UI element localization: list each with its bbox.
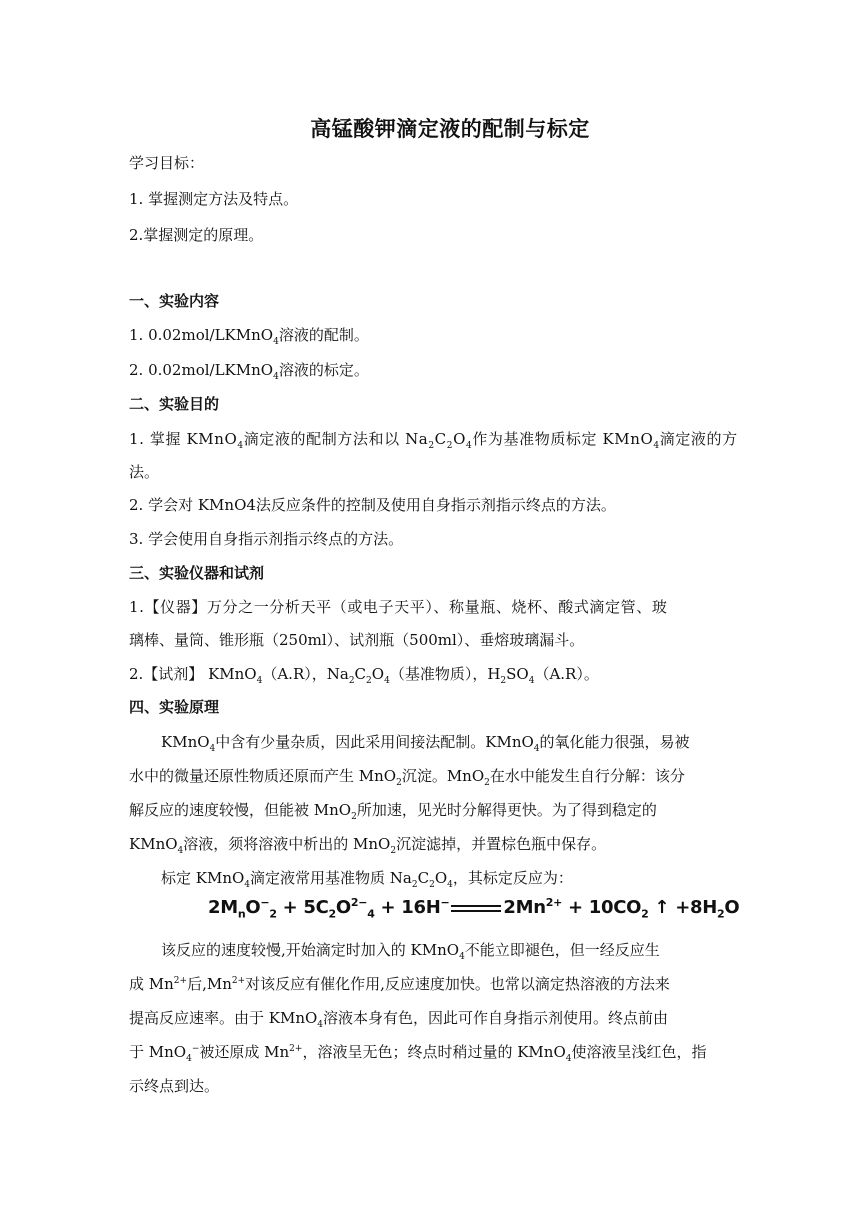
- reagents-line: 2.【试剂】 KMnO$_4$（A.R），$Na_2C_2O_4$（基准物质），$H_2SO_4(A.R)$。: [129, 665, 599, 686]
- principle-p3-line-1: 该反应的速度较慢,开始滴定时加入的 KMnO$_4$不能立即褪色，但一经反应生: [161, 941, 660, 962]
- objectives-label: 学习目标：: [129, 154, 205, 172]
- principle-p3-line-4: 于 MnO$_4$−被还原成 $Mn^{2+}$，溶液呈无色；终点时稍过量的 KMnO$_4$使溶液呈浅红色，指: [129, 1043, 707, 1064]
- section-heading-purpose: 二、实验目的: [129, 395, 220, 413]
- titration-equation: $2M_nO^-_2 + 5C_2O^{2-}_4 + 16H^-$ $2Mn^{2+} + 10CO_2$ ↑ $+8H_2O$: [208, 896, 740, 921]
- page-title: 高锰酸钾滴定液的配制与标定: [310, 117, 590, 141]
- instruments-line-1: 1.【仪器】万分之一分析天平（或电子天平）、称量瓶、烧杯、酸式滴定管、玻: [129, 598, 668, 616]
- section-heading-content: 一、实验内容: [129, 292, 220, 310]
- principle-p1-line-2: 水中的微量还原性物质还原而产生 MnO$_2$沉淀。MnO$_2$在水中能发生自行分解：该分: [129, 767, 685, 788]
- instruments-line-2: 璃棒、量筒、锥形瓶（250ml）、试剂瓶（500ml）、垂熔玻璃漏斗。: [129, 631, 585, 649]
- purpose-item-2: 2. 学会对 KMnO4法反应条件的控制及使用自身指示剂指示终点的方法。: [129, 496, 616, 514]
- objective-item-2: 2.掌握测定的原理。: [129, 226, 264, 244]
- principle-p3-line-3: 提高反应速率。由于 KMnO$_4$溶液本身有色，因此可作自身指示剂使用。终点前由: [129, 1009, 669, 1030]
- objective-item-1: 1. 掌握测定方法及特点。: [129, 190, 299, 208]
- principle-p2: 标定 KMnO$_4$滴定液常用基准物质 $Na_2C_2O_4$，其标定反应为：: [161, 869, 573, 890]
- principle-p3-line-5: 示终点到达。: [129, 1077, 220, 1095]
- purpose-item-1-cont: 法。: [129, 463, 160, 481]
- section-heading-principle: 四、实验原理: [129, 698, 220, 716]
- purpose-item-1: 1. 掌握 KMnO$_4$滴定液的配制方法和以 $Na_2C_2O_4$作为基准物质标定 KMnO$_4$滴定液的方: [129, 430, 738, 451]
- section-heading-instruments: 三、实验仪器和试剂: [129, 564, 265, 582]
- principle-p3-line-2: 成 $Mn^{2+}$后$,Mn^{2+}$对该反应有催化作用,反应速度加快。也常以滴定热溶液的方法来: [129, 975, 670, 993]
- principle-p1-line-4: KMnO$_4$溶液，须将溶液中析出的 MnO$_2$沉淀滤掉，并置棕色瓶中保存。: [129, 835, 607, 856]
- equilibrium-arrow-icon: [451, 901, 501, 915]
- content-item-2: 2. 0.02mol/LKMnO$_4$溶液的标定。: [129, 361, 369, 382]
- principle-p1-line-1: KMnO$_4$中含有少量杂质，因此采用间接法配制。KMnO$_4$的氧化能力很强，易被: [161, 733, 690, 754]
- purpose-item-3: 3. 学会使用自身指示剂指示终点的方法。: [129, 530, 404, 548]
- principle-p1-line-3: 解反应的速度较慢，但能被 MnO$_2$所加速，见光时分解得更快。为了得到稳定的: [129, 801, 657, 822]
- content-item-1: 1. 0.02mol/LKMnO$_4$溶液的配制。: [129, 326, 369, 347]
